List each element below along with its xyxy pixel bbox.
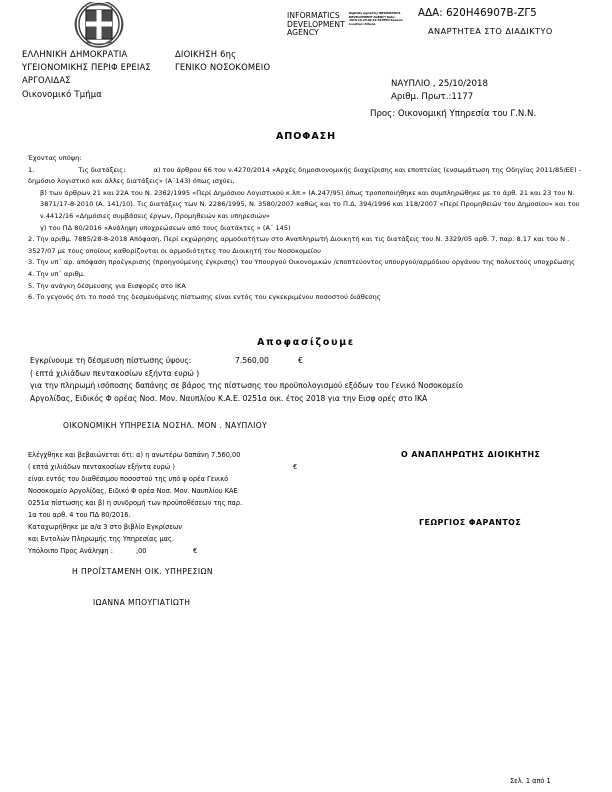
fin-amount-words-row (28, 461, 358, 473)
fin-remaining-amount: ,00 (136, 547, 147, 556)
org-line-4: Οικονομικό Τμήμα (22, 88, 102, 99)
ada-code: ΑΔΑ: 620Η46907Β-ΖΓ5 (418, 8, 537, 19)
place-and-date: ΝΑΥΠΛΙΟ , 25/10/2018 (391, 79, 488, 89)
recipient-line: Προς: Οικονομική Υπηρεσία του Γ.Ν.Ν. (370, 109, 537, 119)
financial-service-registration (28, 521, 358, 557)
fin-remaining-label: Υπόλοιπο Προς Ανάληψη : (28, 547, 113, 556)
preamble-item-1c: γ) του ΠΔ 80/2016 «Ανάληψη υποχρεώσεων από τους διατάκτες » (Α΄ 145) (40, 223, 291, 232)
approval-amount-words: ( επτά χιλιάδων πεντακοσίων εξήντα ευρώ ) (30, 368, 200, 378)
deputy-governor-name: ΓΕΩΡΓΙΟΣ ΦΑΡΑΝΤΟΣ (419, 518, 522, 527)
fin-register-line-2: και Εντολών Πληρωμής της Υπηρεσίας μας. (28, 535, 174, 544)
fin-verification-label: Ελέγχθηκε και βεβαιώνεται ότι: α) η ανωτέρω δαπάνη (28, 451, 209, 459)
fin-remaining-row (28, 545, 358, 557)
ida-agency-name: INFORMATICS DEVELOPMENT AGENCY (287, 11, 345, 38)
preamble-item-1b: β) των άρθρων 21 και 22Α του Ν. 2362/1995 «Περί Δημόσιου Λογιστικού κ.λπ.» (Α.247/95) όπως τροποποιήθηκε και συμπληρώθηκε με το άρθ. 21 και 23 του Ν. 3871/17-8-2010 (Α. 141/10). Τις διατάξεις των Ν. 2286/1995, Ν. 3580/2007 καθώς και το Π.Δ. 394/1996 και 118/2007 «Περί Προμηθειών του Δημοσίου» και του ν.4412/16 «Δημόσιες συμβάσεις έργων, Προμηθειών και υπηρεσιών» (40, 188, 580, 220)
fin-verification-amount: 7.560,00 (211, 451, 241, 459)
financial-head-name: ΙΩΑΝΝΑ ΜΠΟΥΓΙΑΤΙΩΤΗ (93, 598, 191, 607)
fin-line-6: 1α του αρθ. 4 του ΠΔ 80/2016. (28, 511, 131, 520)
legal-preamble (28, 153, 584, 304)
fin-amount-words: ( επτά χιλιάδων πεντακοσίων εξήντα ευρώ ) (28, 463, 175, 472)
fin-register-line-1: Καταχωρήθηκε με α/α 3 στο βιβλίο Εγκρίσεων (28, 523, 183, 531)
fin-line-5: 0251α πίστωσης και β) η συνδρομή των προϋποθέσεων της παρ. (28, 499, 243, 508)
publication-notice: ΑΝΑΡΤΗΤΕΑ ΣΤΟ ΔΙΑΔΙΚΤΥΟ (428, 26, 553, 36)
preamble-item-6: 6. Το γεγονός ότι το ποσό της δεσμευόμενης πίστωσης είναι εντός του εγκεκριμένου ποσοστού διάθεσης (28, 293, 381, 302)
preamble-item-3: 3. Την υπ΄ αρ. απόφαση προέγκρισης (προηγούμενης έγκρισης) του Υπουργού Οικονομικών /εποπτεύοντος υπουργού/αρμόδιου οργάνου της πολυετούς υποχρέωσης (28, 258, 575, 267)
financial-service-title: ΟΙΚΟΝΟΜΙΚΗ ΥΠΗΡΕΣΙΑ ΝΟΣΗΛ. ΜΟΝ . ΝΑΥΠΛΙΟΥ (63, 421, 268, 430)
approval-section (30, 355, 586, 405)
org-line-2: ΥΓΕΙΟΝΟΜΙΚΗΣ ΠΕΡΙΦ ΕΡΕΙΑΣ (22, 62, 151, 73)
approval-amount-row (30, 355, 586, 368)
page-number: Σελ. 1 από 1 (510, 777, 551, 785)
fin-line-3: είναι εντός του διαθέσιμου ποσοστού της υπό ψ ορέα Γενικό (28, 475, 229, 484)
org-line-3: ΑΡΓΟΛΙΔΑΣ (22, 75, 71, 86)
hellenic-republic-coat-of-arms-icon (62, 2, 136, 48)
approval-amount-value: 7.560,00 (235, 356, 269, 365)
approval-purpose-line-1: για την πληρωμή ισόποσης δαπάνης σε βάρος της πίστωσης του προϋπολογισμού εξόδων του Γενικό Νοσοκομείο (30, 381, 464, 391)
admin-line-1: ΔΙΟΙΚΗΣΗ 6ης (175, 49, 237, 59)
preamble-intro (28, 153, 584, 165)
financial-head-title: Η ΠΡΟΪΣΤΑΜΕΝΗ ΟΙΚ. ΥΠΗΡΕΣΙΩΝ (72, 567, 213, 576)
org-line-1: ΕΛΛΗΝΙΚΗ ΔΗΜΟΚΡΑΤΙΑ (22, 49, 128, 59)
financial-service-body (28, 449, 358, 522)
approval-amount-label: Εγκρίνουμε τη δέσμευση πίστωσης ύψους: (30, 356, 192, 365)
approval-purpose-line-2: Αργολίδας, Ειδικός Φ ορέας Νοσ. Μον. Ναυπλίου Κ.Α.Ε. 0251α οικ. έτος 2018 για την Εισφ ορές στο ΙΚΑ (30, 393, 428, 403)
preamble-item-1-number: 1. (28, 165, 35, 174)
protocol-number: Αριθμ. Πρωτ.:1177 (391, 92, 474, 102)
preamble-intro-text: Έχοντας υπόψη: (28, 154, 82, 162)
page-title: ΑΠΟΦΑΣΗ (275, 131, 337, 142)
preamble-item-4: 4. Την υπ΄ αριθμ. (28, 269, 86, 278)
preamble-item-2: 2. Την αριθμ. 7885/28-8-2018 Απόφαση, Περί εκχώρησης αρμοδιοτήτων στο Αναπληρωτή Διοικητή και τις διατάξεις του Ν. 3329/05 αρθ. 7, παρ. 8.17 και του Ν . 3527/07 με τους οποίους καθορίζονται οι αρμοδιότητες του Διοικητή του Νοσοκομείου (28, 235, 570, 255)
fin-remaining-currency: € (193, 547, 198, 556)
preamble-item-1a: α) του άρθρου 66 του ν.4270/2014 «Αρχές δημοσιονομικής διαχείρισης και εποπτείας (ενσωμάτωση της Οδηγίας 2011/85/ΕΕ) - δημόσιο λογιστικό και άλλες διατάξεις» (Α΄143) όπως ισχύει, (28, 165, 582, 186)
approval-amount-currency: € (298, 356, 303, 365)
fin-verification-row (28, 449, 358, 461)
preamble-item-1-label: Τις διατάξεις: (78, 165, 126, 174)
admin-line-2: ΓΕΝΙΚΟ ΝΟΣΟΚΟΜΕΙΟ (175, 62, 271, 73)
deputy-governor-title: Ο ΑΝΑΠΛΗΡΩΤΗΣ ΔΙΟΙΚΗΤΗΣ (401, 450, 541, 459)
preamble-item-5: 5. Την ανάγκη δέσμευσης για Εισφορές στο ΙΚΑ (28, 281, 186, 290)
fin-amount-currency: € (293, 463, 298, 472)
ida-signature-details: Digitally signed by INFORMATICS DEVELOPMENT AGENCY Date: 2018.10.25 09:12:38 EEST Reason: Location: Athens (349, 11, 404, 26)
fin-line-4: Νοσοκομείο Αργολίδας, Ειδικό Φ ορέα Νοσ. Μον. Ναυπλίου ΚΑΕ (28, 487, 238, 496)
ida-digital-signature-seal (287, 12, 409, 56)
preamble-item-1 (28, 165, 584, 188)
decision-header: Αποφασίζουμε (257, 337, 355, 348)
